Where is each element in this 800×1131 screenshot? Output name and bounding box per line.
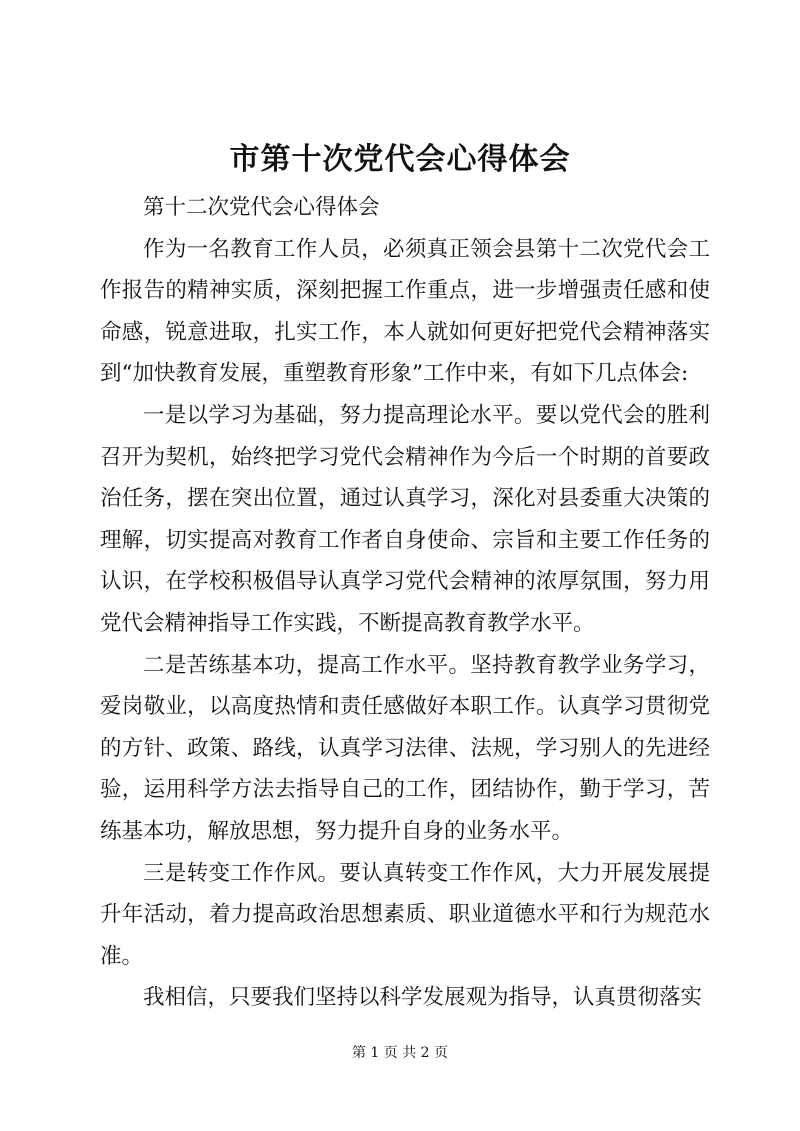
point-three-paragraph: 三是转变工作作风。要认真转变工作作风，大力开展发展提升年活动，着力提高政治思想素质、职业道德水平和行为规范水准。 [100,860,710,969]
document-body [100,187,710,1019]
closing-paragraph: 我相信，只要我们坚持以科学发展观为指导，认真贯彻落实 [143,985,703,1011]
document-title: 市第十次党代会心得体会 [229,142,571,177]
point-two-paragraph: 二是苦练基本功，提高工作水平。坚持教育教学业务学习，爱岗敬业，以高度热情和责任感做好本职工作。认真学习贯彻党的方针、政策、路线，认真学习法律、法规，学习别人的先进经验，运用科学方法去指导自己的工作，团结协作，勤于学习，苦练基本功，解放思想，努力提升自身的业务水平。 [100,652,710,844]
point-one-paragraph: 一是以学习为基础，努力提高理论水平。要以党代会的胜利召开为契机，始终把学习党代会精神作为今后一个时期的首要政治任务，摆在突出位置，通过认真学习，深化对县委重大决策的理解，切实提高对教育工作者自身使命、宗旨和主要工作任务的认识，在学校积极倡导认真学习党代会精神的浓厚氛围，努力用党代会精神指导工作实践，不断提高教育教学水平。 [100,402,710,636]
page-number-footer: 第 1 页 共 2 页 [351,1045,449,1061]
subtitle-paragraph: 第十二次党代会心得体会 [143,195,380,220]
intro-paragraph: 作为一名教育工作人员，必须真正领会县第十二次党代会工作报告的精神实质，深刻把握工作重点，进一步增强责任感和使命感，锐意进取，扎实工作，本人就如何更好把党代会精神落实到“加快教育发展，重塑教育形象”工作中来，有如下几点体会: [100,236,710,387]
